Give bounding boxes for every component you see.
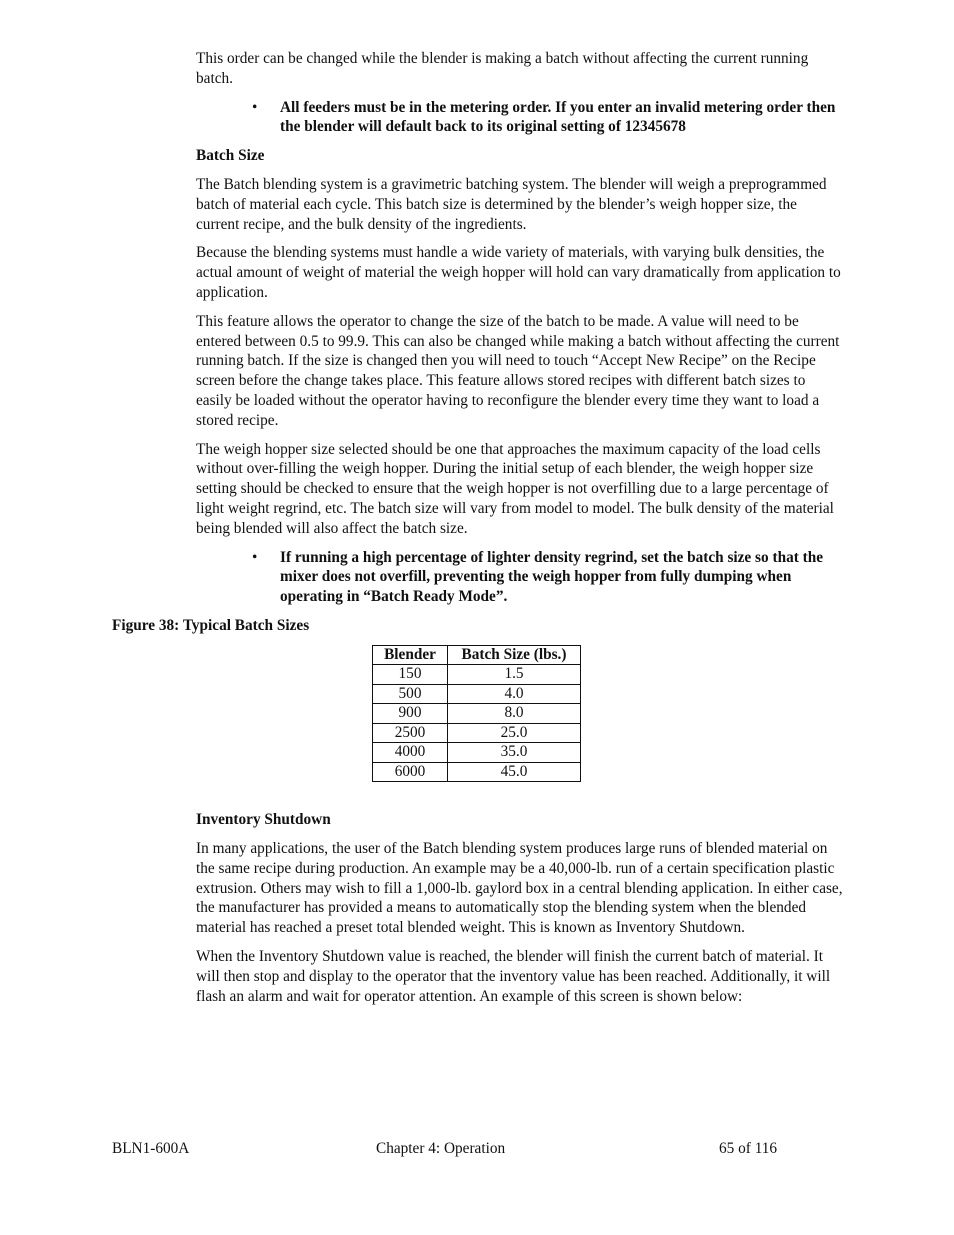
column-header-batch-size: Batch Size (lbs.) bbox=[448, 645, 581, 665]
batch-size-paragraph: The weigh hopper size selected should be one that approaches the maximum capacity of the load cells without over-filling the weigh hopper. During the initial setup of each blender, the weigh hopper size setting should be checked to ensure that the weigh hopper is not overfilling due to a large percentage of light weight regrind, etc. The batch size will vary from model to model. The bulk density of the material being blended will also affect the batch size. bbox=[196, 440, 834, 537]
table-row bbox=[373, 723, 581, 743]
cell-blender: 4000 bbox=[373, 743, 448, 763]
table-row bbox=[373, 743, 581, 763]
batch-size-table bbox=[372, 645, 581, 783]
bullet-text: All feeders must be in the metering order. If you enter an invalid metering order then the blender will default back to its original setting of 12345678 bbox=[280, 98, 836, 136]
inventory-paragraph: In many applications, the user of the Batch blending system produces large runs of blended material on the same recipe during production. An example may be a 40,000-lb. run of a certain specification plastic extrusion. Others may wish to fill a 1,000-lb. gaylord box in a central blending application. In either case, the manufacturer has provided a means to automatically stop the blending system when the blended material has reached a preset total blended weight. This is known as Inventory Shutdown. bbox=[196, 840, 843, 937]
section-spacer bbox=[196, 782, 844, 810]
batch-size-paragraph: The Batch blending system is a gravimetric batching system. The blender will weigh a preprogrammed batch of material each cycle. This batch size is determined by the blender’s weigh hopper size, the current recipe, and the bulk density of the ingredients. bbox=[196, 175, 827, 233]
cell-batch-size: 8.0 bbox=[448, 704, 581, 724]
footer-doc-id: BLN1-600A bbox=[112, 1140, 190, 1157]
cell-blender: 2500 bbox=[373, 723, 448, 743]
bullet-feeders-note bbox=[196, 98, 844, 138]
batch-size-paragraph: Because the blending systems must handle a wide variety of materials, with varying bulk densities, the actual amount of weight of material the weigh hopper will hold can vary dramatically from application to application. bbox=[196, 244, 841, 301]
table-row bbox=[373, 762, 581, 782]
cell-blender: 6000 bbox=[373, 762, 448, 782]
bullet-marker: • bbox=[252, 548, 258, 566]
inventory-shutdown-heading: Inventory Shutdown bbox=[196, 811, 331, 829]
cell-batch-size: 25.0 bbox=[448, 723, 581, 743]
column-header-blender: Blender bbox=[373, 645, 448, 665]
cell-blender: 500 bbox=[373, 684, 448, 704]
cell-blender: 150 bbox=[373, 665, 448, 685]
table-row bbox=[373, 665, 581, 685]
batch-size-heading: Batch Size bbox=[196, 147, 265, 165]
bullet-regrind-note bbox=[196, 548, 844, 607]
intro-paragraph: This order can be changed while the blender is making a batch without affecting the current running batch. bbox=[196, 50, 809, 87]
cell-blender: 900 bbox=[373, 704, 448, 724]
bullet-marker: • bbox=[252, 98, 258, 116]
page-footer bbox=[112, 1139, 812, 1159]
footer-page-number: 65 of 116 bbox=[719, 1140, 778, 1157]
cell-batch-size: 35.0 bbox=[448, 743, 581, 763]
footer-chapter: Chapter 4: Operation bbox=[376, 1140, 506, 1157]
figure-caption: Figure 38: Typical Batch Sizes bbox=[112, 616, 310, 634]
page-content bbox=[112, 49, 844, 1015]
cell-batch-size: 1.5 bbox=[448, 665, 581, 685]
cell-batch-size: 45.0 bbox=[448, 762, 581, 782]
cell-batch-size: 4.0 bbox=[448, 684, 581, 704]
table-header-row bbox=[373, 645, 581, 665]
bullet-text: If running a high percentage of lighter density regrind, set the batch size so that the mixer does not overfill, preventing the weigh hopper from fully dumping when operating in “Batch Ready Mode”. bbox=[280, 548, 824, 606]
batch-size-paragraph: This feature allows the operator to change the size of the batch to be made. A value will need to be entered between 0.5 to 99.9. This can also be changed while making a batch without affecting the current running batch. If the size is changed then you will need to touch “Accept New Recipe” on the Recipe screen before the change takes place. This feature allows stored recipes with different batch sizes to easily be loaded without the operator having to reconfigure the blender every time they want to load a stored recipe. bbox=[196, 312, 840, 429]
table-row bbox=[373, 684, 581, 704]
inventory-paragraph: When the Inventory Shutdown value is reached, the blender will finish the current batch of material. It will then stop and display to the operator that the inventory value has been reached. Additionally, it will flash an alarm and wait for operator attention. An example of this screen is shown below: bbox=[196, 948, 831, 1005]
table-row bbox=[373, 704, 581, 724]
